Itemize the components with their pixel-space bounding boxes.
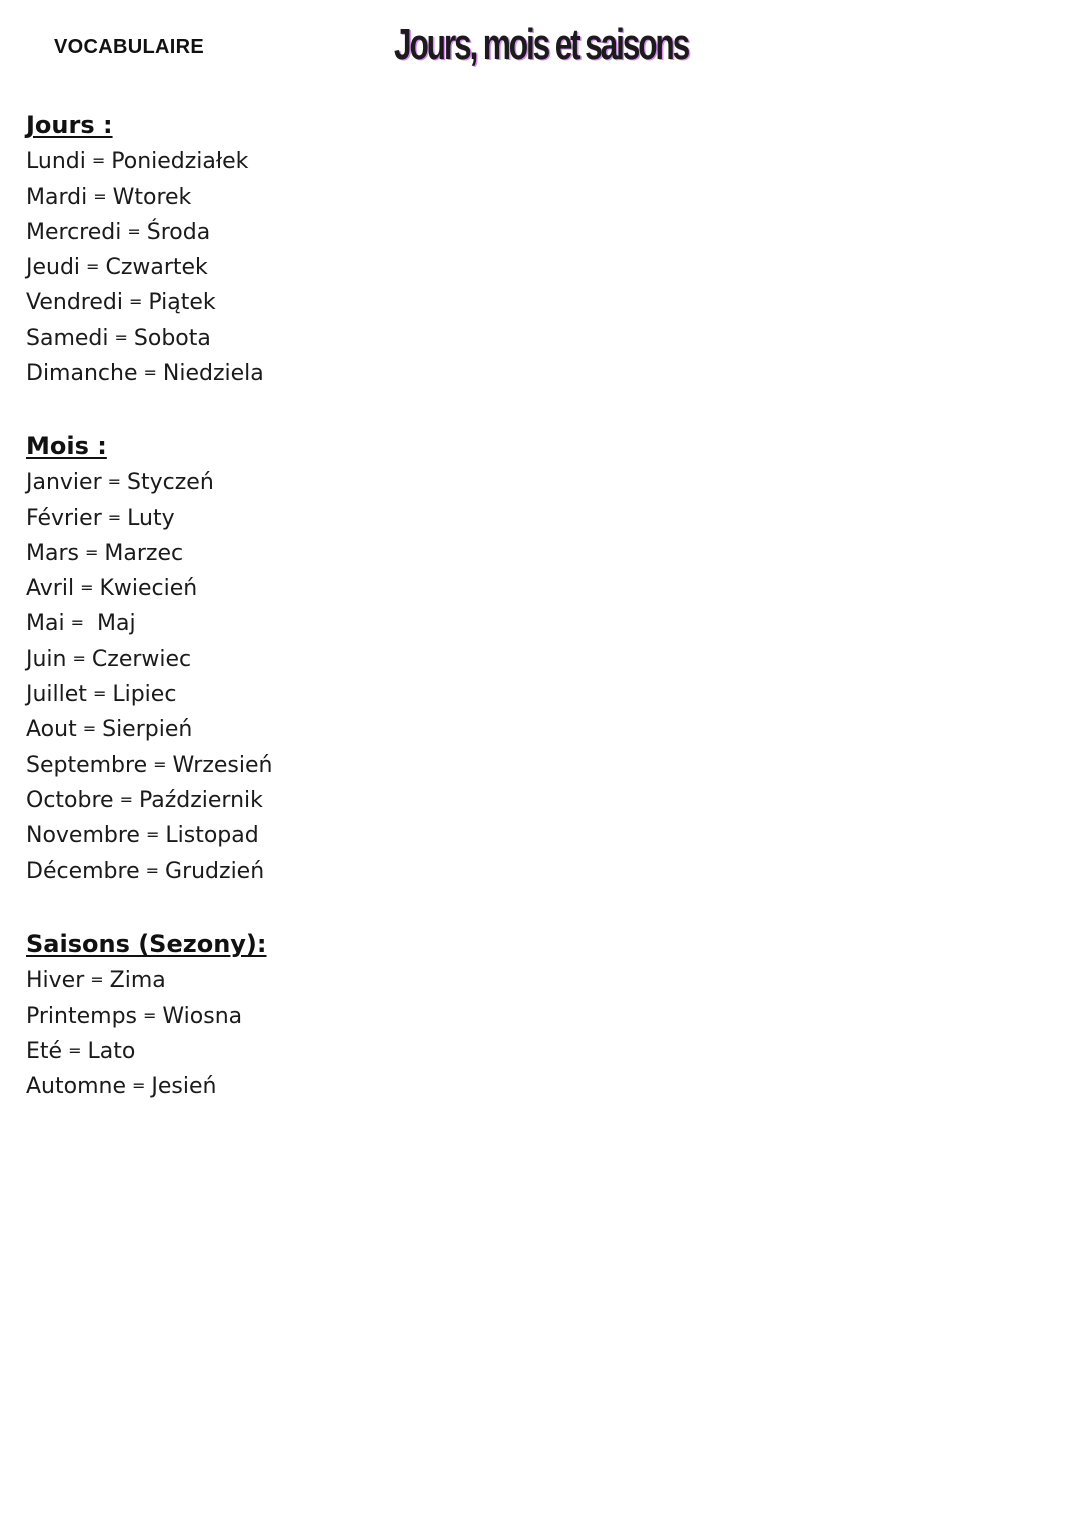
vocabulary-label: VOCABULAIRE — [54, 36, 204, 58]
equals-sign: = — [143, 1005, 157, 1025]
vocab-line — [26, 214, 264, 249]
french-word: Hiver — [26, 968, 85, 994]
french-word: Samedi — [26, 325, 109, 351]
polish-word: Lipiec — [112, 682, 177, 708]
french-word: Dimanche — [26, 361, 138, 387]
polish-word: Poniedziałek — [111, 149, 249, 175]
equals-sign: = — [145, 825, 160, 845]
vocab-line — [26, 747, 272, 782]
french-word: Janvier — [26, 470, 102, 496]
equals-sign: = — [107, 472, 122, 492]
equals-sign: = — [86, 257, 100, 277]
equals-sign: = — [82, 719, 97, 739]
french-word: Octobre — [26, 787, 114, 813]
polish-word: Sobota — [133, 325, 211, 351]
french-word: Jeudi — [26, 255, 81, 281]
polish-word: Grudzień — [165, 858, 265, 884]
vocab-line — [26, 853, 272, 888]
vocab-line — [26, 605, 272, 640]
equals-sign: = — [70, 613, 84, 633]
polish-word: Marzec — [104, 540, 184, 566]
section-heading-jours: Jours : — [26, 111, 113, 139]
polish-word: Jesień — [151, 1074, 217, 1100]
polish-word: Maj — [89, 611, 136, 637]
french-word: Septembre — [26, 752, 148, 778]
vocab-line — [26, 711, 272, 746]
french-word: Juillet — [26, 682, 87, 708]
vocab-line — [26, 641, 272, 676]
polish-word: Wrzesień — [172, 752, 273, 778]
vocab-line — [26, 464, 272, 499]
equals-sign: = — [107, 507, 122, 527]
equals-sign: = — [143, 363, 157, 383]
french-word: Avril — [26, 576, 75, 602]
polish-word: Wiosna — [162, 1003, 243, 1029]
equals-sign: = — [80, 578, 94, 598]
vocab-line — [26, 676, 272, 711]
vocab-line — [26, 998, 267, 1033]
french-word: Lundi — [26, 149, 86, 175]
vocab-line — [26, 570, 272, 605]
polish-word: Luty — [127, 505, 175, 531]
polish-word: Listopad — [165, 823, 259, 849]
equals-sign: = — [84, 542, 99, 562]
french-word: Mars — [26, 540, 79, 566]
vocab-line — [26, 143, 264, 178]
polish-word: Niedziela — [162, 361, 264, 387]
vocab-line — [26, 500, 272, 535]
equals-sign: = — [127, 221, 141, 241]
equals-sign: = — [119, 789, 133, 809]
polish-word: Czwartek — [105, 255, 208, 281]
polish-word: Kwiecień — [99, 576, 198, 602]
vocab-line — [26, 782, 272, 817]
polish-word: Czerwiec — [91, 646, 192, 672]
equals-sign: = — [91, 151, 106, 171]
french-word: Décembre — [26, 858, 140, 884]
vocab-line — [26, 1033, 267, 1068]
polish-word: Wtorek — [112, 184, 192, 210]
section-heading-mois: Mois : — [26, 432, 107, 460]
french-word: Eté — [26, 1038, 63, 1064]
french-word: Juin — [26, 646, 67, 672]
vocab-line — [26, 355, 264, 390]
french-word: Automne — [26, 1074, 126, 1100]
section-saisons — [26, 927, 267, 1103]
french-word: Mardi — [26, 184, 88, 210]
equals-sign: = — [145, 860, 160, 880]
section-jours — [26, 108, 264, 390]
french-word: Vendredi — [26, 290, 123, 316]
french-word: Novembre — [26, 823, 140, 849]
polish-word: Styczeń — [127, 470, 214, 496]
equals-sign: = — [132, 1076, 146, 1096]
polish-word: Piątek — [148, 290, 216, 316]
french-word: Février — [26, 505, 102, 531]
vocab-line — [26, 817, 272, 852]
vocab-line — [26, 1068, 267, 1103]
equals-sign: = — [93, 186, 107, 206]
vocab-line — [26, 179, 264, 214]
french-word: Mercredi — [26, 219, 122, 245]
equals-sign: = — [68, 1040, 82, 1060]
polish-word: Zima — [109, 968, 166, 994]
vocab-line — [26, 962, 267, 997]
french-word: Mai — [26, 611, 65, 637]
equals-sign: = — [92, 684, 107, 704]
equals-sign: = — [114, 327, 128, 347]
vocab-line — [26, 249, 264, 284]
vocab-line — [26, 535, 272, 570]
section-heading-saisons: Saisons (Sezony): — [26, 930, 267, 958]
vocab-line — [26, 284, 264, 319]
polish-word: Październik — [138, 787, 263, 813]
equals-sign: = — [153, 754, 167, 774]
polish-word: Lato — [87, 1038, 136, 1064]
polish-word: Sierpień — [102, 717, 193, 743]
french-word: Printemps — [26, 1003, 137, 1029]
equals-sign: = — [72, 648, 86, 668]
french-word: Aout — [26, 717, 77, 743]
vocab-line — [26, 320, 264, 355]
page-title: Jours, mois et saisons — [394, 20, 689, 69]
section-mois — [26, 429, 272, 888]
equals-sign: = — [90, 970, 104, 990]
polish-word: Środa — [146, 219, 211, 245]
equals-sign: = — [128, 292, 143, 312]
